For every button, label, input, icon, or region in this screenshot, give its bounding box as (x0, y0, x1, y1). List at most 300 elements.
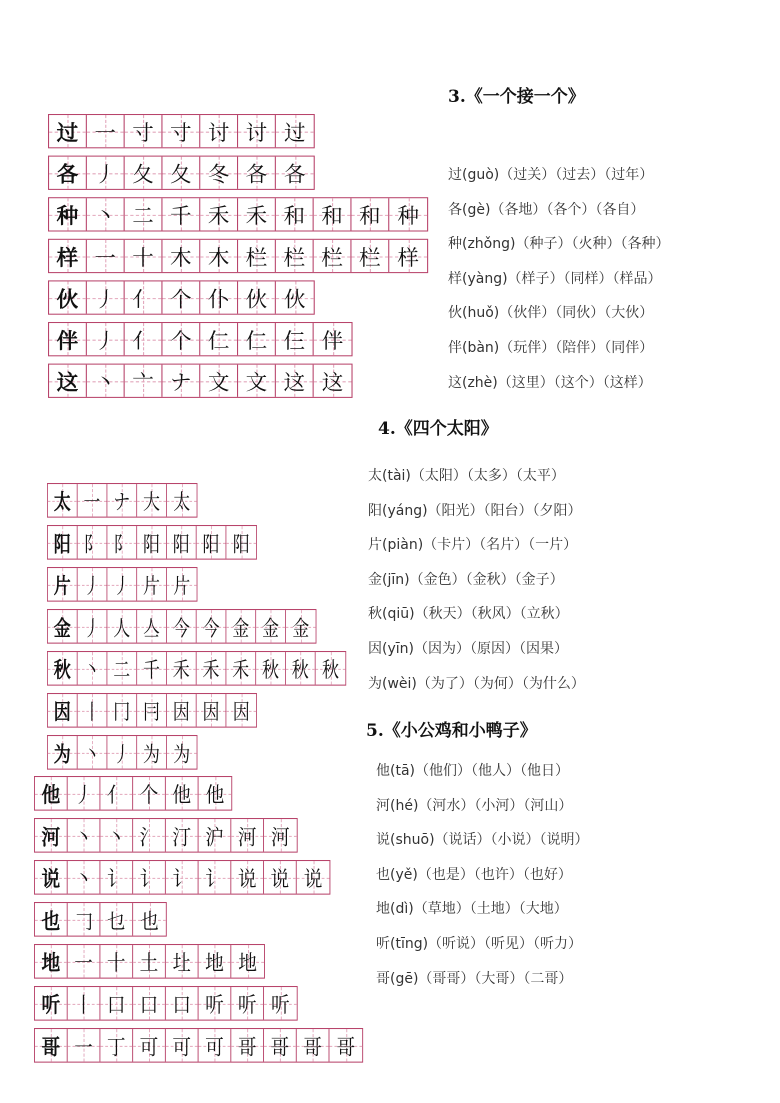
character-cell (48, 526, 78, 559)
stroke-cell (100, 777, 133, 810)
cell-glyph: 因 (172, 699, 190, 725)
stroke-cell (297, 861, 330, 894)
cell-glyph: 丿 (113, 573, 131, 599)
cell-glyph: 和 (321, 203, 343, 229)
stroke-order-row (34, 944, 265, 979)
cell-glyph: 哥 (336, 1034, 356, 1060)
stroke-cell (238, 157, 276, 189)
stroke-order-row (47, 693, 257, 728)
cell-glyph: 阝 (83, 531, 101, 557)
cell-glyph: 一 (83, 489, 101, 515)
stroke-cell (68, 819, 101, 852)
stroke-cell (200, 281, 238, 313)
stroke-cell (107, 484, 137, 517)
cell-glyph: 太 (53, 489, 71, 515)
cell-glyph: 土 (139, 950, 159, 976)
cell-glyph: 个 (170, 328, 192, 354)
stroke-cell (125, 157, 163, 189)
cell-glyph: 他 (41, 782, 61, 808)
cell-glyph: 讠 (205, 866, 224, 892)
word-entry: 伴(bàn)（玩伴）（陪伴）（同伴） (448, 339, 654, 356)
stroke-cell (137, 736, 167, 769)
stroke-cell (133, 987, 166, 1020)
stroke-order-row (47, 609, 316, 644)
stroke-cell (137, 694, 167, 727)
cell-glyph: 二 (132, 203, 154, 229)
cell-glyph: 片 (53, 573, 71, 599)
cell-glyph: 伙 (245, 286, 268, 312)
cell-glyph: 样 (56, 245, 79, 270)
cell-glyph: 讠 (172, 866, 192, 892)
cell-glyph: 讠 (139, 866, 159, 892)
cell-glyph: 他 (172, 782, 192, 808)
cell-glyph: 禾 (232, 657, 250, 683)
stroke-grid-5 (34, 776, 363, 1070)
cell-glyph: 阳 (53, 531, 71, 557)
cell-glyph: 木 (170, 245, 192, 270)
cell-glyph: 亻 (106, 782, 126, 808)
cell-glyph: 这 (321, 369, 344, 395)
cell-glyph: 金 (232, 615, 250, 641)
cell-glyph: ナ (113, 489, 131, 515)
word-entry: 地(dì)（草地）（土地）（大地） (376, 901, 568, 918)
stroke-cell (200, 198, 238, 230)
cell-glyph: 丨 (83, 699, 101, 725)
cell-glyph: 也 (140, 908, 159, 934)
stroke-cell (276, 281, 314, 313)
stroke-cell (197, 694, 227, 727)
stroke-cell (162, 157, 200, 189)
cell-glyph: 说 (237, 866, 257, 892)
stroke-cell (314, 365, 352, 397)
character-cell (48, 652, 78, 685)
stroke-cell (100, 945, 133, 978)
cell-glyph: 亼 (143, 615, 161, 641)
character-cell (48, 568, 78, 601)
stroke-cell (87, 281, 125, 313)
stroke-cell (200, 157, 238, 189)
stroke-order-row (48, 364, 353, 398)
stroke-cell (162, 198, 200, 230)
stroke-cell (197, 610, 227, 643)
cell-glyph: 夂 (170, 161, 192, 187)
cell-glyph: 寸 (132, 120, 154, 146)
cell-glyph: 听 (237, 992, 257, 1018)
cell-glyph: 和 (359, 203, 381, 229)
stroke-cell (162, 115, 200, 147)
stroke-cell (199, 861, 232, 894)
stroke-cell (231, 987, 264, 1020)
cell-glyph: 他 (205, 782, 225, 808)
stroke-cell (226, 652, 256, 685)
stroke-cell (100, 903, 133, 936)
stroke-cell (297, 1029, 330, 1062)
stroke-cell (166, 861, 199, 894)
cell-glyph: 丿 (113, 741, 131, 767)
cell-glyph: 乜 (106, 908, 126, 934)
stroke-cell (199, 987, 232, 1020)
stroke-cell (199, 819, 232, 852)
word-list-5 (376, 754, 589, 996)
cell-glyph: 哥 (303, 1034, 322, 1060)
stroke-cell (264, 819, 297, 852)
word-entry: 伙(huǒ)（伙伴）（同伙）（大伙） (448, 305, 654, 322)
stroke-order-row (34, 860, 330, 895)
stroke-cell (68, 945, 101, 978)
cell-glyph: 伴 (321, 328, 344, 354)
stroke-cell (68, 1029, 101, 1062)
word-entry: 说(shuō)（说话）（小说）（说明） (376, 832, 589, 849)
section-3-title: 3.《一个接一个》 (448, 87, 585, 107)
cell-glyph: 过 (56, 120, 79, 146)
cell-glyph: 丁 (106, 1034, 126, 1060)
cell-glyph: 听 (271, 992, 290, 1018)
cell-glyph: 千 (143, 657, 161, 683)
stroke-cell (125, 323, 163, 355)
stroke-order-row (48, 280, 315, 314)
cell-glyph: 哥 (270, 1034, 290, 1060)
cell-glyph: 丿 (83, 615, 101, 641)
cell-glyph: 讨 (207, 120, 230, 146)
character-cell (48, 610, 78, 643)
character-cell (49, 365, 87, 397)
cell-glyph: 金 (53, 615, 71, 641)
stroke-cell (238, 323, 276, 355)
stroke-cell (107, 610, 137, 643)
stroke-cell (226, 610, 256, 643)
stroke-cell (133, 1029, 166, 1062)
stroke-order-row (48, 322, 353, 356)
character-cell (49, 198, 87, 230)
stroke-cell (329, 1029, 362, 1062)
cell-glyph: 阳 (232, 531, 250, 557)
stroke-cell (276, 323, 314, 355)
stroke-cell (107, 568, 137, 601)
stroke-order-row (34, 776, 232, 811)
cell-glyph: 过 (283, 120, 306, 146)
cell-glyph: 十 (106, 950, 126, 976)
stroke-cell (264, 987, 297, 1020)
cell-glyph: 一 (74, 1034, 93, 1060)
cell-glyph: 伙 (56, 286, 79, 312)
cell-glyph: 文 (245, 369, 268, 395)
cell-glyph: 河 (237, 824, 257, 850)
cell-glyph: 秋 (53, 657, 71, 683)
cell-glyph: 可 (205, 1034, 224, 1060)
cell-glyph: 说 (303, 866, 323, 892)
stroke-cell (238, 240, 276, 272)
cell-glyph: 丿 (83, 573, 101, 599)
stroke-cell (87, 198, 125, 230)
cell-glyph: 讨 (245, 120, 268, 146)
cell-glyph: 丨 (74, 992, 93, 1018)
cell-glyph: 各 (283, 161, 306, 187)
stroke-cell (197, 652, 227, 685)
stroke-cell (167, 610, 197, 643)
stroke-cell (125, 281, 163, 313)
stroke-cell (167, 526, 197, 559)
cell-glyph: 口 (172, 992, 192, 1018)
cell-glyph: 丿 (94, 161, 117, 187)
character-cell (49, 240, 87, 272)
stroke-cell (133, 819, 166, 852)
stroke-cell (78, 484, 108, 517)
cell-glyph: 金 (262, 615, 280, 641)
stroke-cell (78, 736, 108, 769)
stroke-cell (167, 484, 197, 517)
stroke-order-row (48, 239, 428, 273)
cell-glyph: 河 (271, 824, 290, 850)
cell-glyph: 一 (74, 950, 93, 976)
cell-glyph: 人 (113, 615, 131, 641)
cell-glyph: 丿 (94, 328, 117, 354)
stroke-cell (87, 323, 125, 355)
character-cell (35, 819, 68, 852)
word-entry: 听(tīng)（听说）（听见）（听力） (376, 935, 583, 952)
word-entry: 河(hé)（河水）（小河）（河山） (376, 797, 573, 814)
cell-glyph: 栏 (321, 245, 343, 270)
cell-glyph: 栏 (359, 245, 381, 270)
stroke-cell (389, 240, 427, 272)
cell-glyph: 栏 (283, 245, 306, 270)
cell-glyph: 种 (56, 203, 79, 229)
word-entry: 过(guò)（过关）（过去）（过年） (448, 167, 654, 183)
cell-glyph: 仨 (283, 328, 306, 354)
stroke-cell (162, 240, 200, 272)
cell-glyph: 丶 (106, 824, 126, 850)
cell-glyph: 一 (94, 120, 117, 146)
cell-glyph: 二 (113, 657, 131, 683)
stroke-cell (133, 861, 166, 894)
cell-glyph: 丶 (94, 369, 117, 395)
cell-glyph: 口 (139, 992, 159, 1018)
cell-glyph: 仁 (207, 328, 230, 354)
stroke-cell (78, 526, 108, 559)
stroke-cell (199, 777, 232, 810)
character-cell (48, 484, 78, 517)
cell-glyph: 太 (173, 489, 191, 515)
character-cell (49, 157, 87, 189)
stroke-cell (133, 777, 166, 810)
stroke-cell (107, 526, 137, 559)
section-5-title: 5.《小公鸡和小鸭子》 (366, 721, 537, 741)
cell-glyph: 为 (53, 741, 71, 767)
cell-glyph: 地 (238, 950, 257, 976)
word-entry: 因(yīn)（因为）（原因）（因果） (368, 640, 568, 657)
stroke-cell (100, 861, 133, 894)
stroke-cell (256, 652, 286, 685)
stroke-cell (137, 484, 167, 517)
cell-glyph: 秋 (262, 657, 280, 683)
stroke-cell (197, 526, 227, 559)
cell-glyph: 亠 (132, 369, 154, 395)
stroke-cell (314, 240, 352, 272)
stroke-cell (314, 198, 352, 230)
cell-glyph: 阳 (143, 531, 161, 557)
stroke-cell (276, 115, 314, 147)
cell-glyph: 这 (283, 369, 306, 395)
stroke-cell (87, 115, 125, 147)
stroke-cell (78, 568, 108, 601)
stroke-cell (166, 945, 199, 978)
cell-glyph: 讠 (106, 866, 126, 892)
word-entry: 阳(yáng)（阳光）（阳台）（夕阳） (368, 502, 582, 519)
stroke-cell (125, 115, 163, 147)
stroke-cell (87, 365, 125, 397)
stroke-cell (100, 987, 133, 1020)
word-entry: 他(tā)（他们）（他人）（他日） (376, 763, 569, 779)
cell-glyph: 为 (173, 741, 191, 767)
stroke-cell (316, 652, 346, 685)
cell-glyph: 丿 (94, 286, 117, 312)
cell-glyph: 因 (232, 699, 250, 725)
cell-glyph: 千 (170, 203, 192, 229)
stroke-cell (200, 323, 238, 355)
stroke-cell (137, 568, 167, 601)
cell-glyph: 丿 (74, 782, 93, 808)
stroke-cell (125, 365, 163, 397)
stroke-cell (137, 526, 167, 559)
cell-glyph: 栏 (245, 245, 268, 270)
cell-glyph: 各 (245, 161, 268, 187)
cell-glyph: 仆 (207, 286, 230, 312)
stroke-cell (162, 365, 200, 397)
word-entry: 秋(qiū)（秋天）（秋风）（立秋） (368, 606, 569, 623)
stroke-cell (107, 736, 137, 769)
character-cell (35, 945, 68, 978)
stroke-cell (238, 115, 276, 147)
stroke-grid-3 (48, 114, 428, 405)
cell-glyph: 听 (205, 992, 224, 1018)
character-cell (35, 987, 68, 1020)
cell-glyph: 片 (173, 573, 191, 599)
stroke-cell (199, 945, 232, 978)
cell-glyph: 哥 (41, 1034, 61, 1060)
stroke-order-row (47, 735, 197, 770)
stroke-cell (167, 568, 197, 601)
cell-glyph: 和 (283, 203, 306, 229)
stroke-cell (200, 115, 238, 147)
stroke-cell (133, 903, 166, 936)
stroke-cell (226, 694, 256, 727)
cell-glyph: 圵 (172, 950, 192, 976)
stroke-cell (107, 652, 137, 685)
stroke-cell (200, 240, 238, 272)
stroke-cell (226, 526, 256, 559)
cell-glyph: 个 (139, 782, 159, 808)
cell-glyph: 夂 (132, 161, 154, 187)
stroke-cell (100, 1029, 133, 1062)
stroke-cell (166, 777, 199, 810)
stroke-cell (264, 861, 297, 894)
stroke-order-row (47, 525, 257, 560)
cell-glyph: 可 (139, 1034, 159, 1060)
stroke-cell (162, 281, 200, 313)
stroke-cell (133, 945, 166, 978)
stroke-cell (276, 240, 314, 272)
cell-glyph: 今 (172, 615, 190, 641)
cell-glyph: 也 (41, 908, 61, 934)
stroke-cell (314, 323, 352, 355)
section-4-title: 4.《四个太阳》 (378, 419, 498, 439)
stroke-cell (78, 694, 108, 727)
cell-glyph: 丶 (74, 866, 93, 892)
stroke-cell (68, 987, 101, 1020)
stroke-order-row (47, 483, 197, 518)
stroke-cell (276, 365, 314, 397)
cell-glyph: ナ (170, 369, 192, 395)
cell-glyph: 各 (56, 161, 79, 187)
cell-glyph: 冬 (207, 161, 230, 187)
cell-glyph: 寸 (170, 120, 192, 146)
word-list-4 (368, 459, 585, 701)
cell-glyph: 这 (56, 369, 79, 395)
stroke-order-row (34, 986, 298, 1021)
cell-glyph: 秋 (291, 657, 309, 683)
stroke-cell (78, 610, 108, 643)
stroke-order-row (47, 651, 346, 686)
character-cell (48, 694, 78, 727)
cell-glyph: 阝 (113, 531, 131, 557)
stroke-cell (87, 240, 125, 272)
character-cell (35, 1029, 68, 1062)
stroke-order-row (34, 818, 298, 853)
cell-glyph: 个 (170, 286, 192, 312)
cell-glyph: 丶 (94, 203, 117, 229)
stroke-cell (199, 1029, 232, 1062)
stroke-cell (87, 157, 125, 189)
word-entry: 各(gè)（各地）（各个）（各自） (448, 201, 645, 218)
stroke-cell (256, 610, 286, 643)
stroke-order-row (48, 156, 315, 190)
stroke-cell (231, 945, 264, 978)
word-entry: 为(wèi)（为了）（为何）（为什么） (368, 675, 585, 692)
cell-glyph: 大 (143, 489, 161, 515)
cell-glyph: 今 (202, 615, 220, 641)
cell-glyph: 一 (94, 245, 117, 270)
cell-glyph: 河 (41, 824, 61, 850)
stroke-cell (200, 365, 238, 397)
word-list-3 (448, 158, 669, 400)
stroke-cell (276, 157, 314, 189)
cell-glyph: 为 (143, 741, 161, 767)
stroke-cell (167, 736, 197, 769)
stroke-cell (68, 903, 101, 936)
cell-glyph: 汀 (172, 824, 192, 850)
stroke-cell (137, 610, 167, 643)
word-entry: 样(yàng)（样子）（同样）（样品） (448, 270, 662, 287)
cell-glyph: 仁 (245, 328, 268, 354)
cell-glyph: 禾 (207, 203, 230, 229)
cell-glyph: 地 (205, 950, 224, 976)
cell-glyph: 哥 (237, 1034, 257, 1060)
stroke-order-row (48, 197, 428, 231)
stroke-cell (351, 198, 389, 230)
cell-glyph: 十 (132, 245, 154, 270)
word-entry: 种(zhǒng)（种子）（火种）（各种） (448, 236, 670, 253)
cell-glyph: 地 (41, 950, 61, 976)
character-cell (35, 861, 68, 894)
cell-glyph: 种 (397, 203, 419, 229)
cell-glyph: 丶 (83, 657, 101, 683)
stroke-cell (68, 861, 101, 894)
cell-glyph: 亻 (132, 286, 154, 312)
stroke-cell (78, 652, 108, 685)
stroke-cell (166, 987, 199, 1020)
cell-glyph: 阳 (202, 531, 220, 557)
word-entry: 也(yě)（也是）（也许）（也好） (376, 866, 572, 883)
stroke-cell (231, 819, 264, 852)
